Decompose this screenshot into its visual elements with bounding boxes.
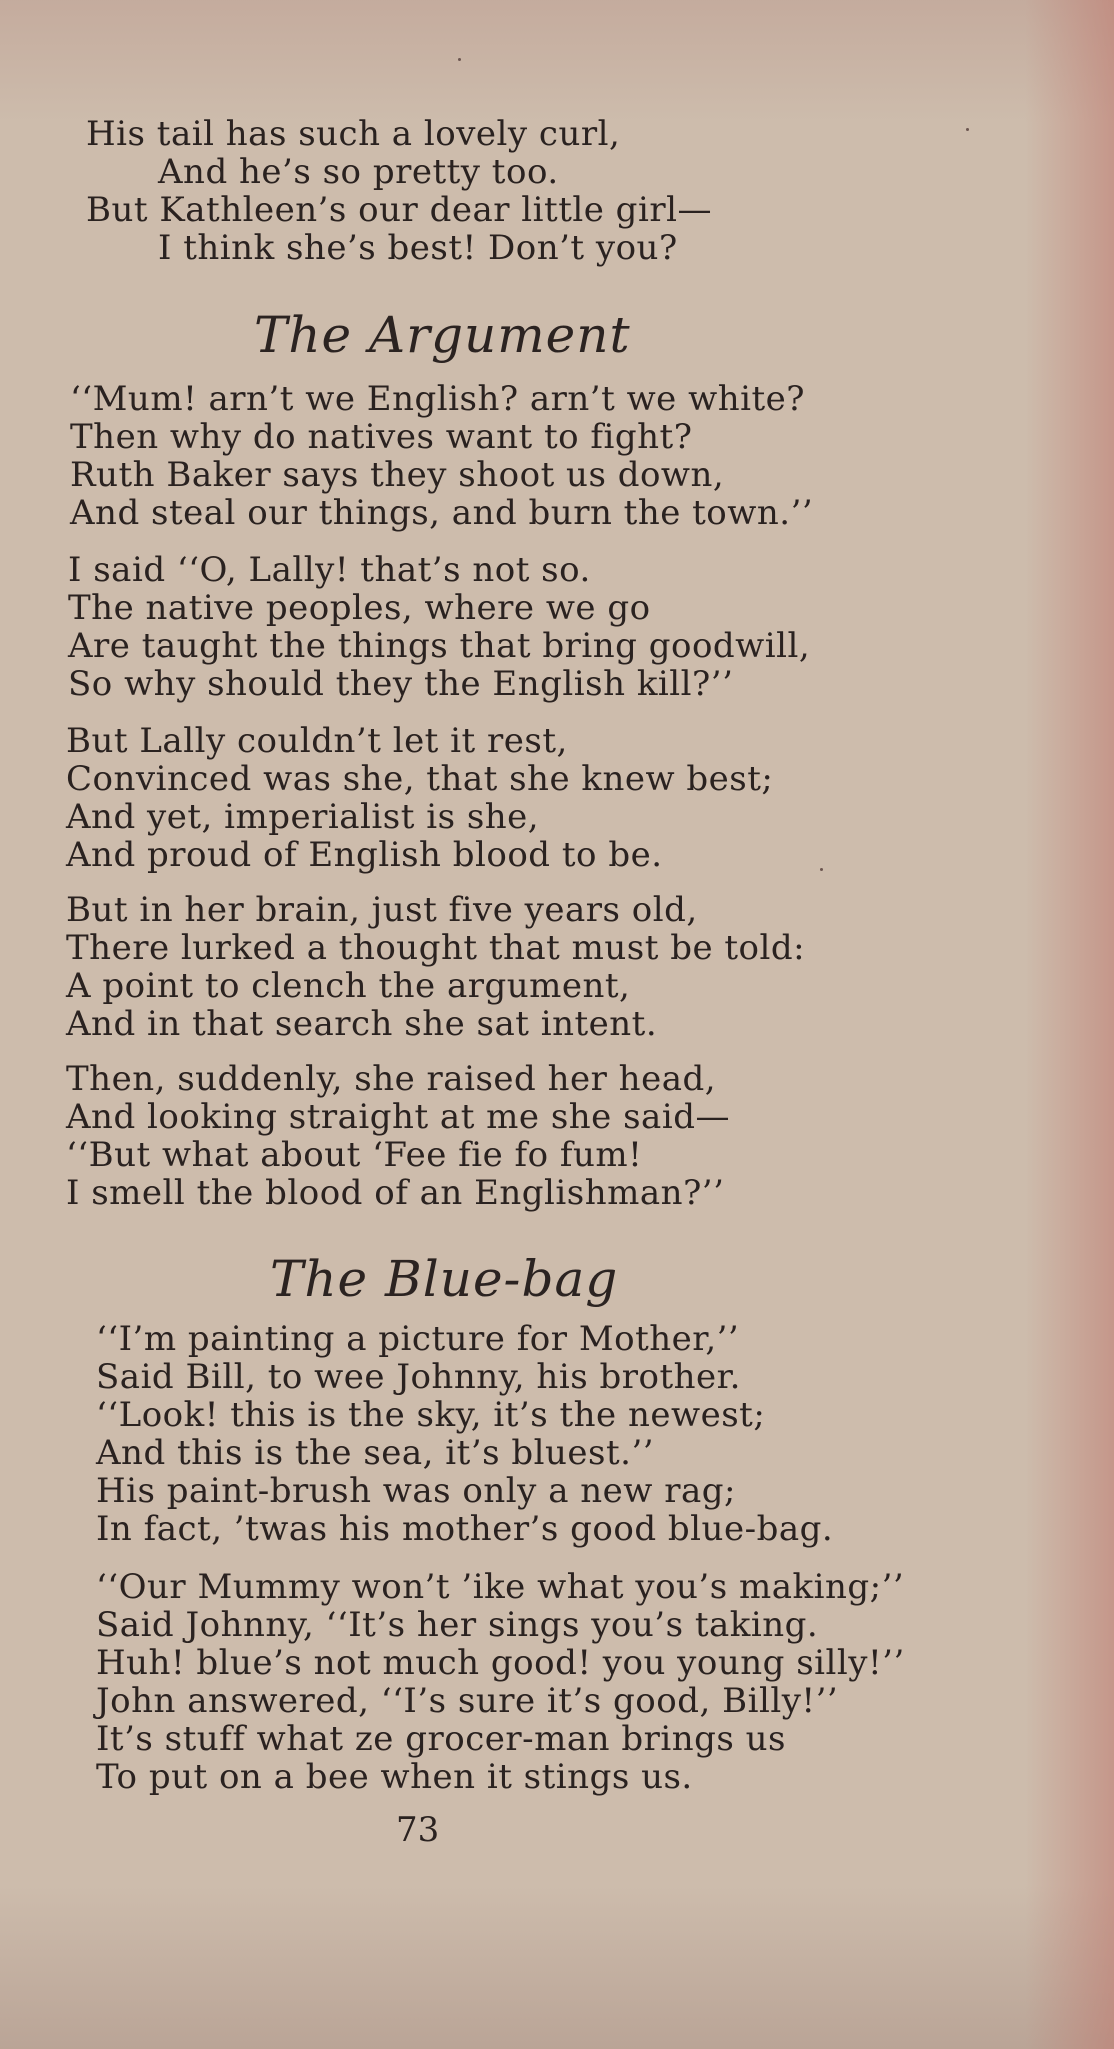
poem-line: Convinced was she, that she knew best; bbox=[66, 759, 774, 799]
poem-line: The native peoples, where we go bbox=[68, 588, 651, 628]
poem-line: And in that search she sat intent. bbox=[66, 1004, 658, 1044]
poem-line: I said ‘‘O, Lally! that’s not so. bbox=[68, 550, 591, 590]
poem-line: But Lally couldn’t let it rest, bbox=[66, 721, 568, 761]
poem-line: But Kathleen’s our dear little girl— bbox=[86, 190, 712, 230]
poem-line: His tail has such a lovely curl, bbox=[86, 114, 621, 154]
bluebag-stanza-2 bbox=[96, 1568, 996, 1796]
argument-stanza-2 bbox=[68, 551, 968, 703]
bluebag-stanza-1 bbox=[96, 1320, 996, 1548]
poem-line: ‘‘But what about ‘Fee fie fo fum! bbox=[66, 1135, 643, 1175]
poem-line: It’s stuff what ze grocer-man brings us bbox=[96, 1719, 786, 1759]
argument-stanza-4 bbox=[66, 891, 966, 1043]
poem-line: To put on a bee when it stings us. bbox=[96, 1757, 693, 1797]
poem-line: John answered, ‘‘I’s sure it’s good, Billy!’’ bbox=[96, 1681, 839, 1721]
poem-line: And proud of English blood to be. bbox=[66, 835, 663, 875]
argument-stanza-1 bbox=[70, 380, 970, 532]
poem-line: Huh! blue’s not much good! you young silly!’’ bbox=[96, 1643, 905, 1683]
argument-stanza-3 bbox=[66, 722, 966, 874]
poem-line: ‘‘Mum! arn’t we English? arn’t we white? bbox=[70, 379, 805, 419]
poem-line: ‘‘Our Mummy won’t ’ike what you’s making;’’ bbox=[96, 1567, 905, 1607]
intro-stanza bbox=[86, 115, 986, 267]
poem-line: And yet, imperialist is she, bbox=[66, 797, 540, 837]
poem-line: Ruth Baker says they shoot us down, bbox=[70, 455, 725, 495]
poem-line: A point to clench the argument, bbox=[66, 966, 631, 1006]
poem-line: Then why do natives want to fight? bbox=[70, 417, 693, 457]
poem-line: And steal our things, and burn the town.’’ bbox=[70, 493, 814, 533]
poem-line: Then, suddenly, she raised her head, bbox=[66, 1059, 717, 1099]
poem-line: And he’s so pretty too. bbox=[158, 152, 559, 192]
poem-line: I smell the blood of an Englishman?’’ bbox=[66, 1173, 725, 1213]
page-number: 73 bbox=[396, 1810, 440, 1850]
paper-speck bbox=[458, 58, 461, 61]
poem-line: So why should they the English kill?’’ bbox=[68, 664, 734, 704]
poem-line: In fact, ’twas his mother’s good blue-bag. bbox=[96, 1509, 834, 1549]
poem-line: ‘‘I’m painting a picture for Mother,’’ bbox=[96, 1319, 740, 1359]
poem-line: There lurked a thought that must be told: bbox=[66, 928, 806, 968]
poem-line: And looking straight at me she said— bbox=[66, 1097, 730, 1137]
poem-line: Said Johnny, ‘‘It’s her sings you’s taking. bbox=[96, 1605, 819, 1645]
poem-line: And this is the sea, it’s bluest.’’ bbox=[96, 1433, 655, 1473]
argument-stanza-5 bbox=[66, 1060, 966, 1212]
poem-title-argument: The Argument bbox=[254, 306, 631, 364]
poem-title-bluebag: The Blue-bag bbox=[270, 1250, 619, 1308]
poem-line: But in her brain, just five years old, bbox=[66, 890, 698, 930]
poem-line: I think she’s best! Don’t you? bbox=[158, 228, 678, 268]
poem-line: His paint-brush was only a new rag; bbox=[96, 1471, 736, 1511]
poem-line: ‘‘Look! this is the sky, it’s the newest; bbox=[96, 1395, 766, 1435]
poem-line: Are taught the things that bring goodwill, bbox=[68, 626, 811, 666]
poem-line: Said Bill, to wee Johnny, his brother. bbox=[96, 1357, 741, 1397]
